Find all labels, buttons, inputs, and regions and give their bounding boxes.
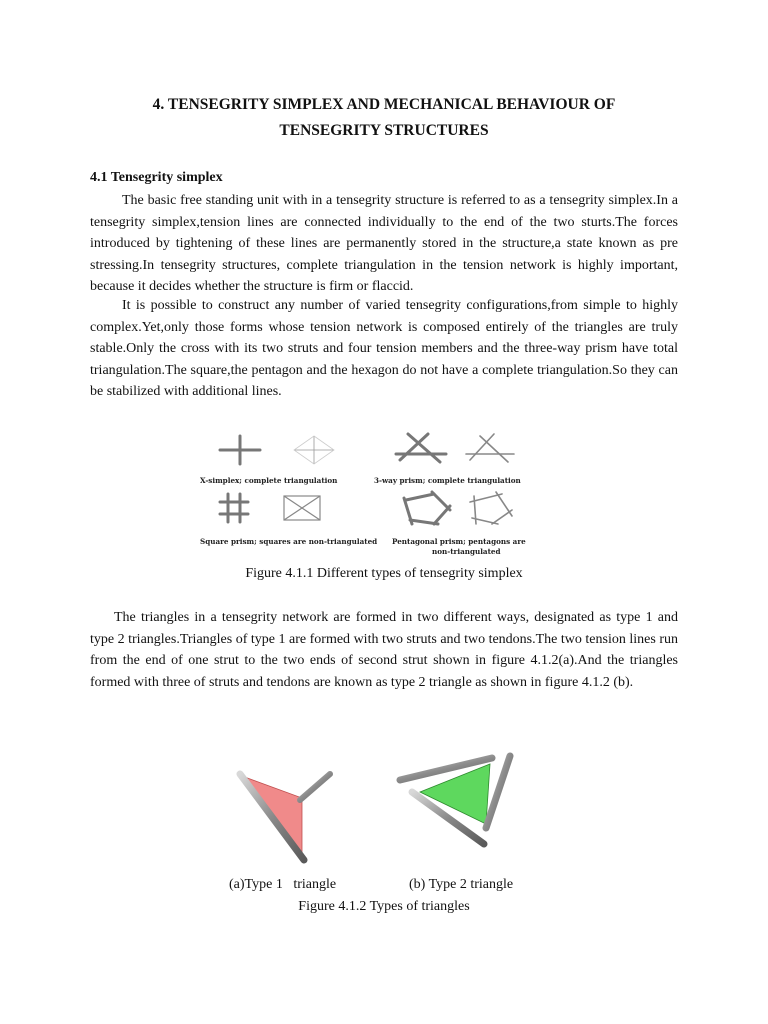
paragraph-1-text: The basic free standing unit with in a tensegrity structure is referred to as a tensegrity simplex.In a tensegrity simplex,tension lines are connected individually to the end of the two sturts.The forces introduced by tightening of these lines are permanently stored in the structure,a state known as pre stressing.In tensegrity structures, complete triangulation in the tension network is highly important, because it decides whether the structure is firm or flaccid. bbox=[90, 193, 678, 294]
label-three-way-prism: 3-way prism; complete triangulation bbox=[374, 476, 521, 485]
page-title-line-2: TENSEGRITY STRUCTURES bbox=[279, 122, 489, 139]
figure-4-1-2-caption-a: (a)Type 1 triangle bbox=[229, 877, 337, 892]
figure-4-1-2-caption-b: (b) Type 2 triangle bbox=[409, 877, 514, 892]
type-1-strut-short bbox=[300, 774, 330, 800]
x-simplex-wireframe bbox=[294, 436, 334, 464]
figure-4-1-1-illustration bbox=[178, 428, 590, 558]
type-1-triangle-drawing bbox=[240, 774, 330, 860]
label-x-simplex: X-simplex; complete triangulation bbox=[200, 476, 338, 485]
paragraph-3-text: The triangles in a tensegrity network are formed in two different ways, designated as type 1 and type 2 triangles.Triangles of type 1 are formed with two struts and two tendons.The two tension lines run from the end of one strut to the two ends of second strut shown in figure 4.1.2(a).And the triangles formed with three of struts and tendons are known as type 2 triangle as shown in figure 4.1.2 (b). bbox=[90, 610, 678, 690]
paragraph-2-text: It is possible to construct any number of varied tensegrity configurations,from simple to highly complex.Yet,only those forms whose tension network is composed entirely of the triangles are truly stable.Only the cross with its two struts and four tension members and the three-way prism have total triangulation.The square,the pentagon and the hexagon do not have a complete triangulation.So they can be stabilized with additional lines. bbox=[90, 298, 678, 399]
square-prism-wireframe bbox=[284, 496, 320, 520]
type-2-triangle-drawing bbox=[400, 756, 510, 844]
label-pentagonal-prism-line-2: non-triangulated bbox=[432, 547, 501, 556]
paragraph-3 bbox=[90, 607, 678, 693]
figure-4-1-1-caption: Figure 4.1.1 Different types of tensegrity simplex bbox=[245, 566, 523, 581]
section-heading: 4.1 Tensegrity simplex bbox=[90, 170, 223, 185]
page-title-line-1: 4. TENSEGRITY SIMPLEX AND MECHANICAL BEHAVIOUR OF bbox=[152, 96, 616, 113]
page-title bbox=[0, 92, 768, 144]
figure-tensegrity-simplex-types bbox=[178, 428, 590, 558]
three-way-prism-wireframe bbox=[466, 434, 514, 462]
label-square-prism: Square prism; squares are non-triangulated bbox=[200, 537, 378, 546]
paragraph-1 bbox=[90, 190, 678, 298]
pentagonal-prism-wireframe bbox=[470, 492, 512, 524]
figure-4-1-2-caption: Figure 4.1.2 Types of triangles bbox=[298, 899, 470, 914]
three-way-prism-drawing bbox=[396, 434, 446, 462]
label-pentagonal-prism: Pentagonal prism; pentagons are bbox=[392, 537, 526, 546]
square-prism-drawing bbox=[220, 494, 248, 522]
paragraph-2 bbox=[90, 295, 678, 403]
figure-4-1-2-illustration bbox=[210, 740, 540, 872]
x-simplex-drawing bbox=[220, 436, 260, 464]
pentagonal-prism-drawing bbox=[404, 492, 450, 524]
figure-triangle-types bbox=[210, 740, 540, 872]
